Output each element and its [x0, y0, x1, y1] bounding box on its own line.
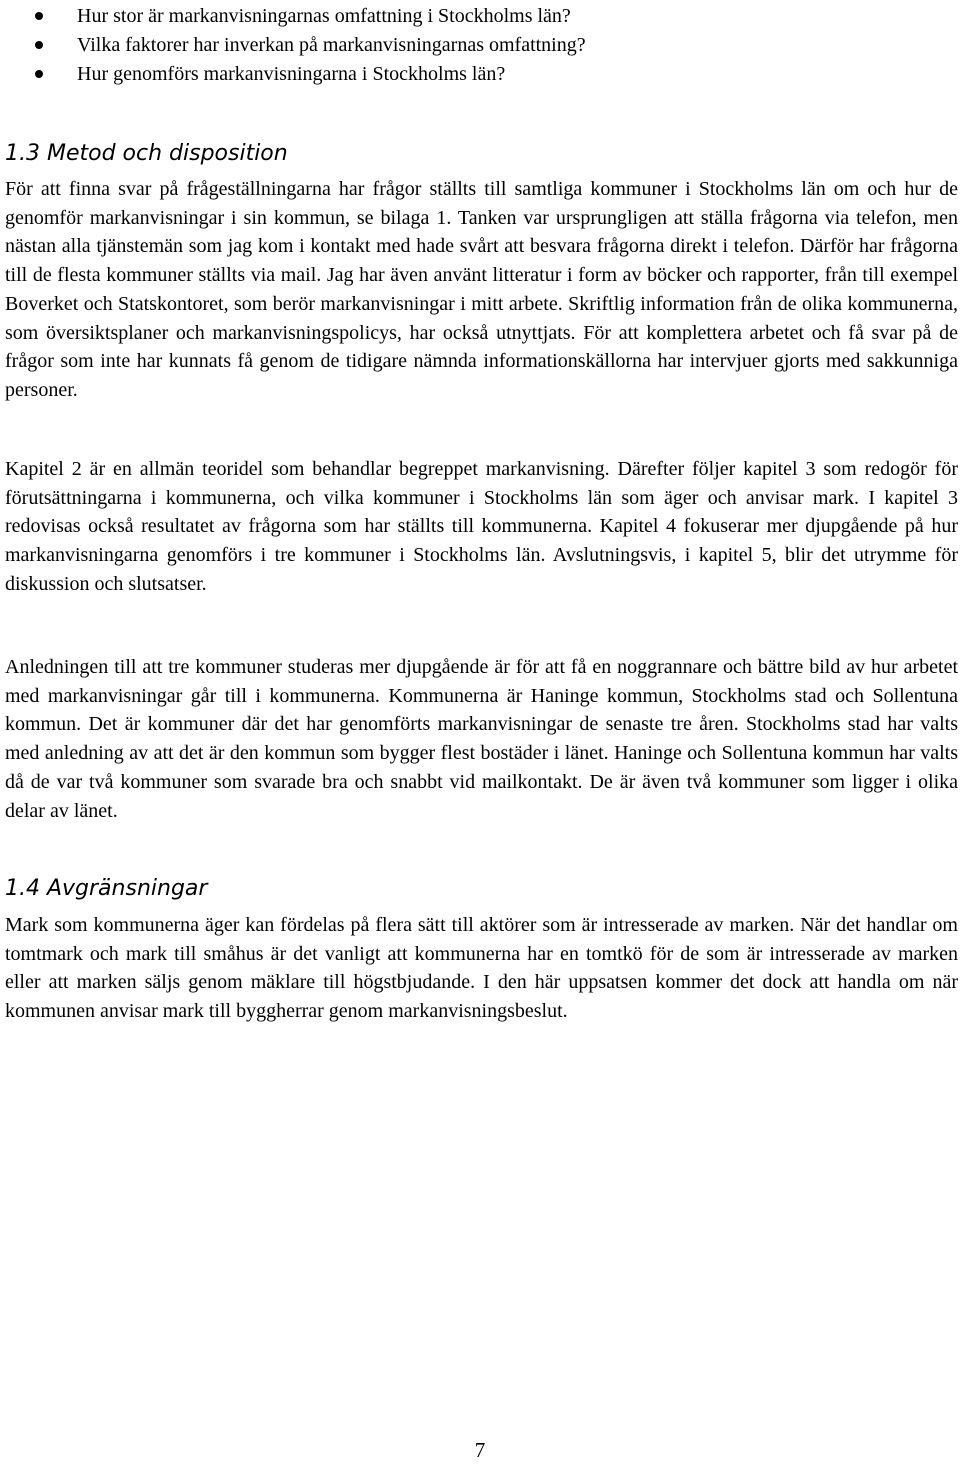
paragraph-method: För att finna svar på frågeställningarna har frågor ställts till samtliga kommuner i Stockholms län om och hur de genomför markanvisningar i sin kommun, se bilaga 1. Tanken var ursprungligen att ställa frågorna via telefon, men nästan alla tjänstemän som jag kom i kontakt med hade svårt att besvara frågorna direkt i telefon. Därför har frågorna till de flesta kommuner ställts via mail. Jag har även använt litteratur i form av böcker och rapporter, från till exempel Boverket och Statskontoret, som berör markanvisningar i mitt arbete. Skriftlig information från de olika kommunerna, som översiktsplaner och markanvisningspolicys, har också utnyttjats. För att komplettera arbetet och få svar på de frågor som inte har kunnats få genom de tidigare nämnda informationskällorna har intervjuer gjorts med sakkunniga personer.	[5, 178, 958, 401]
bullet-icon	[35, 12, 43, 20]
paragraph-delimitations: Mark som kommunerna äger kan fördelas på flera sätt till aktörer som är intresserade av marken. När det handlar om tomtmark och mark till småhus är det vanligt att kommunerna har en tomtkö för de som är intresserade av marken eller att marken säljs genom mäklare till högstbjudande. I den här uppsatsen kommer det dock att handla om när kommunen anvisar mark till byggherrar genom markanvisningsbeslut.	[5, 914, 958, 1023]
bullet-text: Vilka faktorer har inverkan på markanvisningarnas omfattning?	[77, 34, 586, 56]
bullet-text: Hur genomförs markanvisningarna i Stockholms län?	[77, 63, 506, 85]
bullet-list	[0, 2, 960, 89]
bullet-icon	[35, 70, 43, 78]
paragraph-selection: Anledningen till att tre kommuner studeras mer djupgående är för att få en noggrannare och bättre bild av hur arbetet med markanvisningar går till i kommunerna. Kommunerna är Haninge kommun, Stockholms stad och Sollentuna kommun. Det är kommuner där det har genomförts markanvisningar de senaste tre åren. Stockholms stad har valts med anledning av att det är den kommun som bygger flest bostäder i länet. Haninge och Sollentuna kommun har valts då de var två kommuner som svarade bra och snabbt vid mailkontakt. De är även två kommuner som ligger i olika delar av länet.	[5, 656, 958, 822]
bullet-item	[0, 60, 960, 89]
section-heading-delimitations: 1.4 Avgränsningar	[5, 876, 208, 901]
bullet-item	[0, 31, 960, 60]
bullet-icon	[35, 41, 43, 49]
bullet-item	[0, 2, 960, 31]
bullet-text: Hur stor är markanvisningarnas omfattning i Stockholms län?	[77, 5, 571, 27]
page-number: 7	[474, 1438, 486, 1462]
section-heading-method: 1.3 Metod och disposition	[5, 141, 288, 166]
paragraph-disposition: Kapitel 2 är en allmän teoridel som behandlar begreppet markanvisning. Därefter följer kapitel 3 som redogör för förutsättningarna i kommunerna, och vilka kommuner i Stockholms län som äger och anvisar mark. I kapitel 3 redovisas också resultatet av frågorna som har ställts till kommunerna. Kapitel 4 fokuserar mer djupgående på hur markanvisningarna genomförs i tre kommuner i Stockholms län. Avslutningsvis, i kapitel 5, blir det utrymme för diskussion och slutsatser.	[5, 458, 958, 595]
